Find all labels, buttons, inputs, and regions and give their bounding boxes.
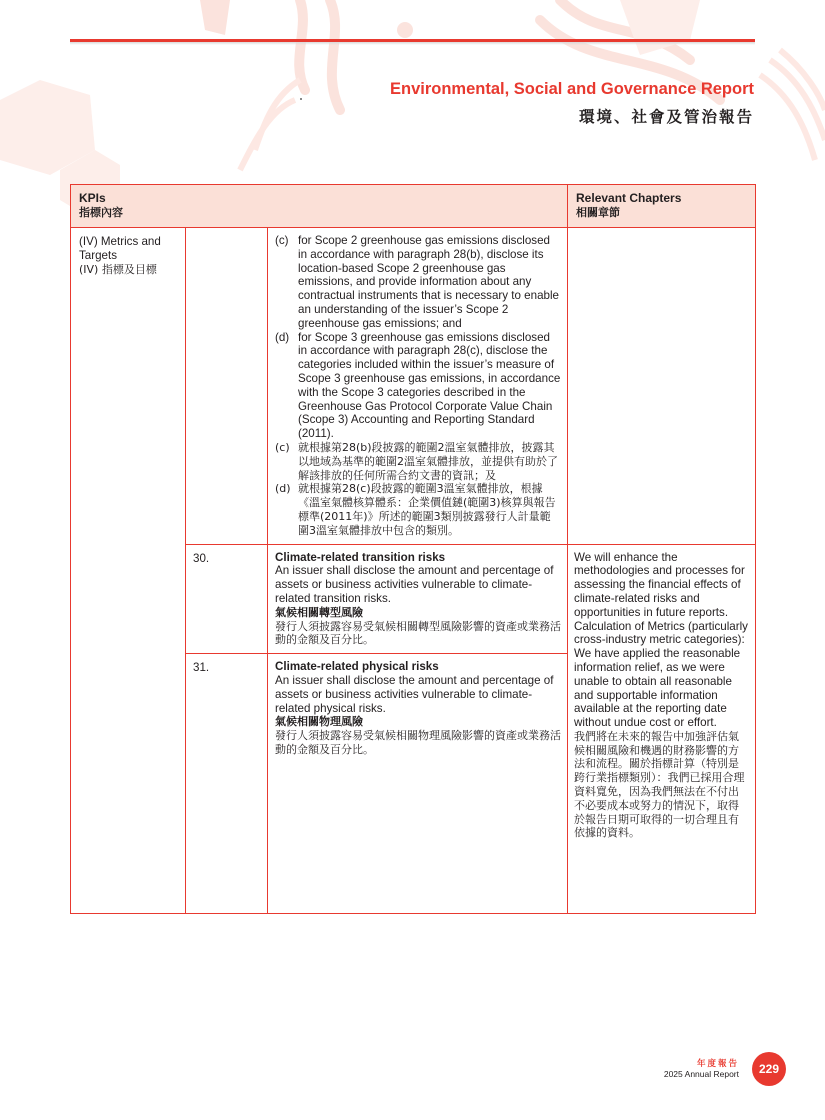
- chapter-cell-empty: [568, 228, 756, 545]
- relevant-chapter-cell: [568, 544, 756, 914]
- header-chapters-zh: 相關章節: [576, 205, 621, 219]
- chapter-note-zh: 我們將在未來的報告中加強評估氣候相關風險和機遇的財務影響的方法和流程。關於指標計算（特別是跨行業指標類別）：我們已採用合理資料寬免，因為我們無法在不付出不必要成本或努力的情況下，取得於報告日期可取得的一切合理且有依據的資料。: [574, 729, 745, 840]
- page-number-badge: 229: [752, 1052, 786, 1086]
- row-number: 30.: [186, 544, 268, 654]
- requirement-title-zh: 氣候相關物理風險: [275, 715, 363, 729]
- report-title-english: Environmental, Social and Governance Report: [389, 80, 754, 98]
- requirement-body-en: An issuer shall disclose the amount and percentage of assets or business activities vulnerable to climate-related physical risks.: [275, 673, 554, 715]
- list-item: [275, 331, 561, 441]
- header-chapters-en: Relevant Chapters: [576, 191, 682, 205]
- footer-annual-report-en: 2025 Annual Report: [663, 1069, 739, 1079]
- section-label-en: (IV) Metrics and Targets: [79, 235, 161, 262]
- item-text: for Scope 2 greenhouse gas emissions disclosed in accordance with paragraph 28(b), disclose its location-based Scope 2 greenhouse gas emissions, and provide information about any contractual instruments that is necessary to enable an understanding of the issuer’s Scope 2 greenhouse gas emissions; and: [298, 234, 559, 330]
- decorative-dot: [300, 98, 302, 100]
- header-kpis-cell: [71, 185, 568, 228]
- item-label: (c): [275, 234, 289, 247]
- requirement-title-zh: 氣候相關轉型風險: [275, 605, 363, 619]
- requirement-cell: [268, 228, 568, 545]
- number-cell-empty: [186, 228, 268, 545]
- footer-annual-report-zh: 年度報告: [696, 1059, 739, 1069]
- list-item: [275, 441, 561, 482]
- header-kpis-zh: 指標內容: [79, 205, 123, 219]
- row-number: 31.: [186, 654, 268, 914]
- kpi-table: [70, 184, 756, 914]
- header-kpis-en: KPIs: [79, 191, 106, 205]
- chapter-note-en: We will enhance the methodologies and processes for assessing the financial effects of climate-related risks and opportunities in future reports. Calculation of Metrics (particularly cross-industry metric categories): We have applied the reasonable information relief, as we were unable to obtain all reasonable and supportable information available at the reporting date without undue cost or effort.: [574, 550, 748, 730]
- requirement-body-zh: 發行人須披露容易受氣候相關轉型風險影響的資產或業務活動的金額及百分比。: [275, 619, 561, 647]
- item-label: (c): [275, 440, 290, 454]
- table-row: [71, 228, 756, 545]
- requirement-body-en: An issuer shall disclose the amount and percentage of assets or business activities vulnerable to climate-related transition risks.: [275, 564, 554, 605]
- report-title-chinese: 環境、社會及管治報告: [578, 108, 754, 126]
- header-divider-shadow: [70, 42, 755, 45]
- item-label: (d): [275, 330, 290, 344]
- item-text: for Scope 3 greenhouse gas emissions disclosed in accordance with paragraph 28(c), disclose the categories included within the issuer’s measure of Scope 3 greenhouse gas emissions, in accordance with the Scope 3 categories described in the Greenhouse Gas Protocol Corporate Value Chain (Scope 3) Accounting and Reporting Standard (2011).: [298, 330, 561, 441]
- item-label: (d): [275, 482, 291, 496]
- item-text: 就根據第28(b)段披露的範圍2溫室氣體排放，披露其以地域為基準的範圍2溫室氣體排放，並提供有助於了解該排放的任何所需合約文書的資訊；及: [298, 440, 558, 482]
- requirement-cell: [268, 544, 568, 654]
- item-text: 就根據第28(c)段披露的範圍3溫室氣體排放，根據《溫室氣體核算體系：企業價值鏈(範圍3)核算與報告標準(2011年)》所述的範圍3類別披露發行人計量範圍3溫室氣體排放中包含的類別。: [298, 482, 556, 537]
- header-chapters-cell: [568, 185, 756, 228]
- requirement-title-en: Climate-related physical risks: [275, 660, 439, 674]
- section-label-zh: (IV) 指標及目標: [79, 262, 157, 276]
- list-item: [275, 234, 561, 331]
- table-header-row: [71, 185, 756, 228]
- requirement-cell: [268, 654, 568, 914]
- requirement-title-en: Climate-related transition risks: [275, 550, 446, 564]
- list-item: [275, 482, 561, 537]
- requirement-body-zh: 發行人須披露容易受氣候相關物理風險影響的資產或業務活動的金額及百分比。: [275, 729, 561, 756]
- section-cell: [71, 228, 186, 914]
